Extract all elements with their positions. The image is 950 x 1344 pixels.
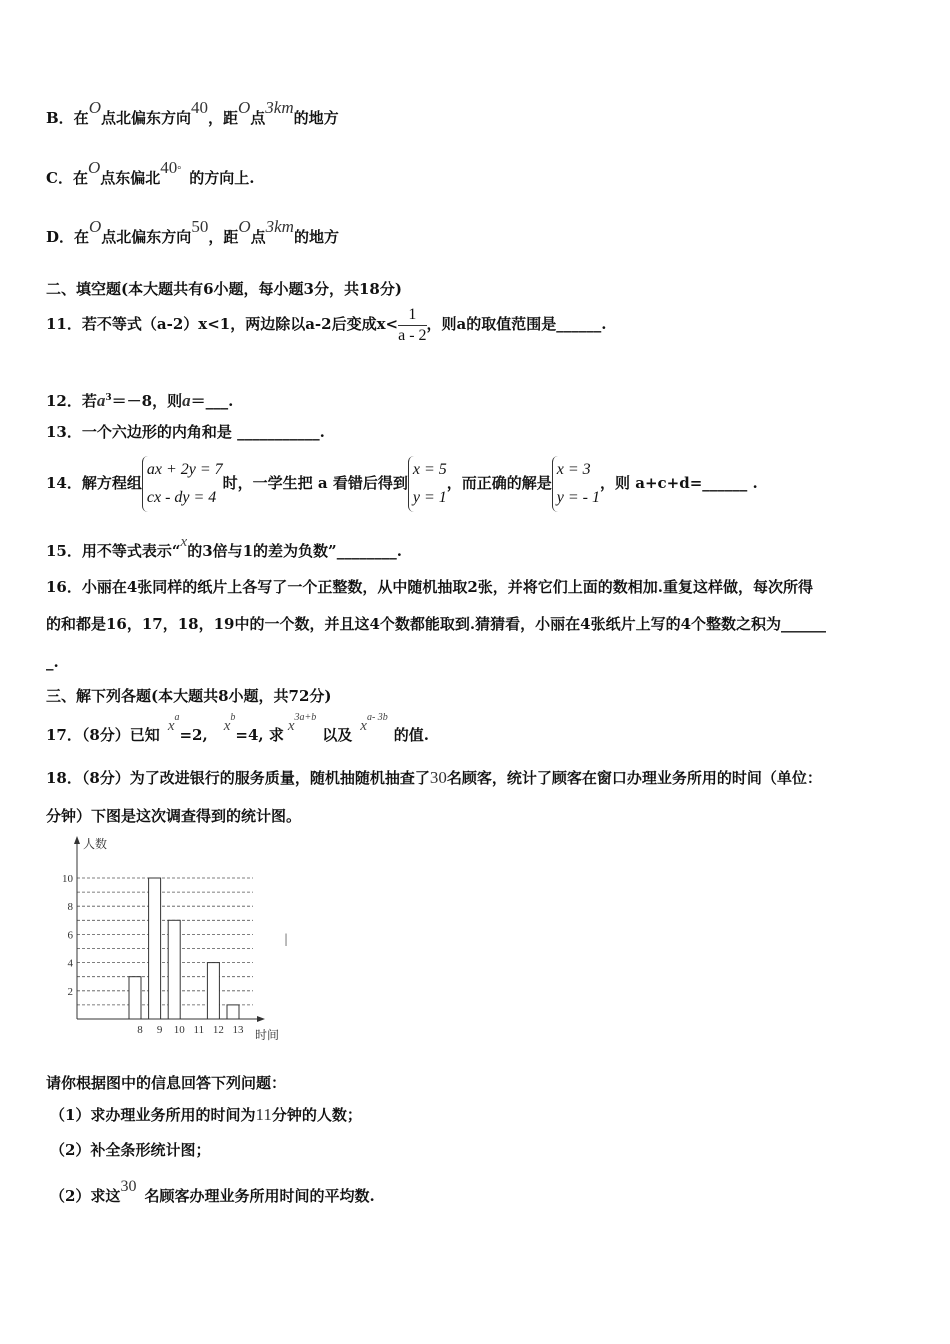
- power-x-b: [223, 712, 236, 734]
- sub-question-1: [50, 1105, 362, 1125]
- equation-system: [142, 456, 223, 512]
- question-18-line1: [46, 768, 822, 788]
- y-tick-label: 8: [67, 901, 73, 914]
- q17-eq1: =2,: [179, 726, 208, 744]
- power-x-3a-plus-b: [287, 712, 317, 734]
- power-x-a-minus-3b: [360, 712, 388, 734]
- x-axis-label: 时间: [255, 1028, 280, 1042]
- option-d-text2: ，距: [208, 228, 239, 246]
- option-d: [46, 217, 339, 247]
- question-15: [46, 534, 402, 562]
- option-b-text2: ，距: [207, 109, 238, 127]
- equation-1: ax + 2y = 7: [146, 461, 223, 478]
- bar: [149, 878, 161, 1019]
- option-d-text: 点北偏东方向: [101, 228, 192, 246]
- x-tick-label: 11: [193, 1024, 205, 1036]
- q17-and: 以及: [322, 726, 353, 744]
- q17-text: 17．（8分）已知: [46, 726, 160, 744]
- q18-text: 18．（8分）为了改进银行的服务质量，随机抽随机抽查了: [46, 769, 430, 787]
- solution-y: y = 1: [412, 489, 447, 506]
- var-x: x: [360, 718, 367, 734]
- sub-question-3: [50, 1178, 375, 1207]
- option-b-text: 点北偏东方向: [100, 109, 191, 127]
- var-a: a: [96, 391, 106, 410]
- point-o-symbol: O: [87, 158, 101, 177]
- q14-mid1: 时，一学生把 a 看错后得到: [222, 474, 408, 492]
- section-3-title: 三、解下列各题(本大题共8小题，共72分): [46, 687, 332, 705]
- question-16-line1: 16．小丽在4张同样的纸片上各写了一个正整数，从中随机抽取2张，并将它们上面的数相加.重复这样做，每次所得: [46, 578, 813, 596]
- solution-x: x = 5: [412, 461, 447, 478]
- option-d-text3: 点: [250, 228, 266, 246]
- correct-solution: [552, 456, 600, 512]
- option-b-label: B．在: [46, 109, 89, 127]
- question-12: [46, 388, 233, 411]
- exponent: a: [174, 712, 180, 723]
- question-18-line2: 分钟）下图是这次调查得到的统计图。: [46, 807, 302, 825]
- questions-intro: 请你根据图中的信息回答下列问题：: [46, 1074, 287, 1092]
- q17-eq2: =4, 求: [235, 726, 284, 744]
- option-c-tail: 的方向上.: [189, 169, 255, 187]
- question-14: [46, 452, 758, 514]
- bar: [227, 1005, 239, 1019]
- sub-question-2: （2）补全条形统计图；: [50, 1141, 211, 1159]
- q12-text: 12．若: [46, 392, 97, 410]
- option-d-label: D．在: [46, 228, 90, 246]
- question-16-line2: 的和都是16，17，18，19中的一个数，并且这4个数都能取到.猜猜看，小丽在4张纸片上写的4个整数之积为______: [46, 615, 827, 633]
- exponent: b: [230, 712, 236, 723]
- option-c-label: C．在: [46, 169, 88, 187]
- point-o-symbol: O: [89, 217, 102, 236]
- degree-symbol: °: [177, 165, 182, 176]
- var-a: a: [182, 391, 191, 410]
- y-axis-label: 人数: [83, 837, 108, 851]
- var-x: x: [180, 534, 188, 550]
- minutes-value: 11: [255, 1105, 272, 1124]
- q17-tail: 的值.: [393, 726, 430, 744]
- q15-text: 15．用不等式表示“: [46, 542, 181, 560]
- q12-mid: ＝－8，则: [111, 392, 183, 410]
- text-cursor-mark: |: [284, 932, 289, 946]
- option-c: [46, 158, 255, 191]
- question-11: [46, 304, 607, 346]
- angle-value: 40: [160, 158, 178, 177]
- distance-value: 3km: [265, 98, 294, 117]
- y-axis-arrow-icon: [74, 836, 80, 844]
- p1-text: （1）求办理业务所用的时间为: [50, 1106, 256, 1124]
- question-13: 13．一个六边形的内角和是 ___________.: [46, 423, 325, 441]
- bar: [168, 920, 180, 1019]
- solution-y: y = - 1: [556, 489, 600, 506]
- q14-text: 14．解方程组: [46, 474, 142, 492]
- x-tick-label: 8: [137, 1024, 143, 1036]
- solution-x: x = 3: [556, 461, 591, 478]
- q15-tail: 的3倍与1的差为负数”________.: [187, 542, 402, 560]
- exponent: 3: [105, 393, 112, 403]
- point-o-symbol: O: [238, 217, 251, 236]
- option-b-tail: 的地方: [293, 109, 339, 127]
- q12-tail: ＝___.: [190, 392, 234, 410]
- var-x: x: [167, 718, 175, 734]
- p1-tail: 分钟的人数；: [271, 1106, 362, 1124]
- y-tick-label: 6: [67, 929, 73, 942]
- var-x: x: [287, 718, 295, 734]
- fraction-numerator: 1: [398, 305, 426, 326]
- bar: [207, 963, 219, 1019]
- x-axis-arrow-icon: [257, 1016, 265, 1022]
- q11-tail: ，则a的取值范围是______.: [426, 315, 607, 333]
- distance-value: 3km: [265, 217, 294, 236]
- fraction: [398, 305, 426, 346]
- exponent: 3a+b: [294, 712, 317, 723]
- sample-size: 30: [120, 1178, 137, 1195]
- option-d-tail: 的地方: [293, 228, 339, 246]
- bar: [129, 977, 141, 1019]
- angle-value: 50: [191, 217, 209, 236]
- sample-size: 30: [429, 768, 447, 787]
- q14-mid2: ，而正确的解是: [446, 474, 552, 492]
- wrong-solution: [408, 456, 447, 512]
- option-b: [46, 98, 339, 128]
- point-o-symbol: O: [88, 98, 101, 117]
- question-17: [46, 712, 430, 746]
- q14-tail: ，则 a+c+d=______ .: [600, 474, 758, 492]
- exponent: a- 3b: [366, 712, 388, 723]
- q11-text: 11．若不等式（a-2）x<1，两边除以a-2后变成x<: [46, 315, 399, 333]
- angle-value: 40: [190, 98, 208, 117]
- y-tick-label: 4: [67, 957, 73, 970]
- question-16-line3: _.: [46, 653, 59, 671]
- bar-chart: [55, 832, 295, 1047]
- equation-2: cx - dy = 4: [146, 489, 217, 506]
- option-c-text: 点东偏北: [100, 169, 161, 187]
- power-x-a: [167, 712, 180, 734]
- q18-text2: 名顾客，统计了顾客在窗口办理业务所用的时间（单位：: [446, 769, 822, 787]
- fraction-denominator: a - 2: [398, 326, 427, 344]
- option-b-text3: 点: [250, 109, 266, 127]
- y-tick-label: 2: [67, 985, 73, 998]
- x-tick-label: 13: [232, 1024, 244, 1036]
- x-tick-label: 9: [156, 1024, 163, 1036]
- p3-text: （2）求这: [50, 1187, 121, 1205]
- x-tick-label: 10: [173, 1024, 185, 1036]
- var-x: x: [223, 718, 231, 734]
- point-o-symbol: O: [238, 98, 251, 117]
- p3-tail: 名顾客办理业务所用时间的平均数.: [144, 1187, 375, 1205]
- section-2-title: 二、填空题(本大题共有6小题，每小题3分，共18分): [46, 280, 402, 298]
- y-tick-label: 10: [62, 873, 73, 885]
- x-tick-label: 12: [212, 1024, 224, 1036]
